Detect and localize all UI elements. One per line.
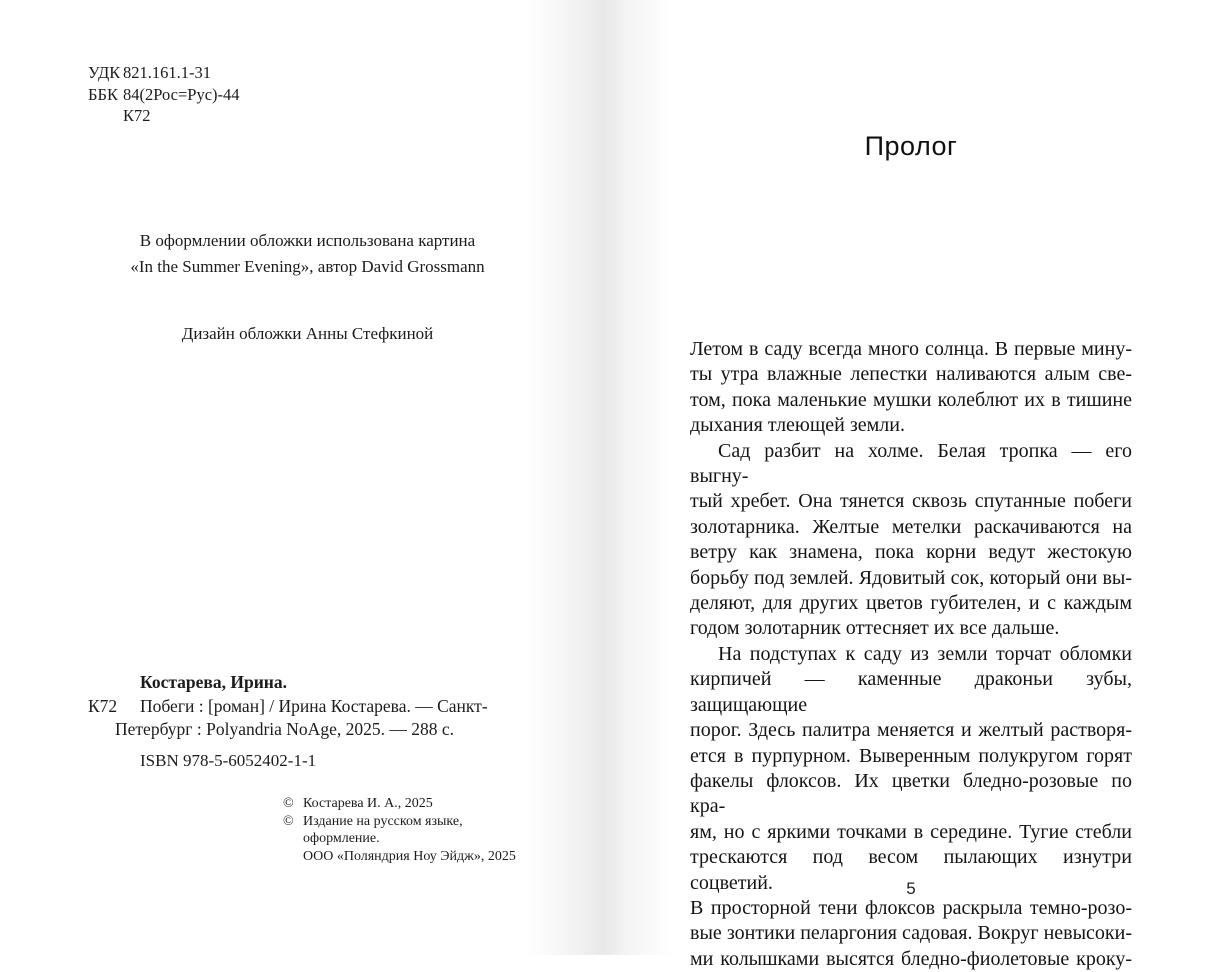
bib-title-line: Побеги : [роман] / Ирина Костарева. — Санкт- bbox=[140, 695, 488, 716]
body-line: На подступах к саду из земли торчат обломки bbox=[718, 642, 1132, 665]
bbk-value: 84(2Рос=Рус)-44 bbox=[123, 84, 240, 104]
body-line: том, пока маленькие мушки колеблют их в тишине bbox=[690, 388, 1132, 411]
body-line: годом золотарник оттесняет их все дальше. bbox=[690, 617, 1060, 640]
body-line: борьбу под землей. Ядовитый сок, который они вы- bbox=[690, 566, 1132, 589]
body-line: ты утра влажные лепестки наливаются алым све- bbox=[690, 363, 1132, 386]
body-line: ется в пурпурном. Выверенным полукругом горят bbox=[690, 744, 1132, 767]
copyright-entry-1 bbox=[283, 795, 516, 813]
prologue-body bbox=[690, 337, 1132, 972]
body-line: золотарника. Желтые метелки раскачиваются на bbox=[690, 515, 1132, 538]
udk-label: УДК bbox=[88, 63, 121, 82]
body-line: факелы флоксов. Их цветки бледно-розовые по кра- bbox=[690, 769, 1132, 818]
body-line: Сад разбит на холме. Белая тропка — его выгну- bbox=[690, 439, 1132, 488]
copyright-entry-2-line1: Издание на русском языке, bbox=[303, 813, 463, 829]
classification-codes bbox=[88, 62, 240, 127]
bib-code: К72 bbox=[88, 695, 118, 716]
bib-entry-line1 bbox=[88, 695, 548, 719]
isbn: ISBN 978-5-6052402-1-1 bbox=[140, 750, 317, 770]
copyright-symbol: © bbox=[283, 813, 294, 829]
body-line: ми колышками высятся бледно-фиолетовые кроку- bbox=[690, 947, 1132, 970]
body-line: дыхания тлеющей земли. bbox=[690, 414, 905, 437]
body-line: Летом в саду всегда много солнца. В первые мину- bbox=[690, 338, 1132, 360]
body-line: вые зонтики пеларгония садовая. Вокруг невысоки- bbox=[690, 922, 1132, 945]
udk-value: 821.161.1-31 bbox=[123, 63, 211, 82]
author-sign-line bbox=[88, 105, 240, 127]
body-line: тый хребет. Она тянется сквозь спутанные побеги bbox=[690, 490, 1132, 513]
body-line: ям, но с яркими точками в середине. Тугие стебли bbox=[690, 820, 1132, 843]
cover-art-credit-line1: В оформлении обложки использована картина bbox=[139, 231, 476, 250]
bbk-label: ББК bbox=[88, 84, 118, 104]
cover-art-credit bbox=[40, 228, 575, 280]
copyright-entry-2-line3: ООО «Поляндрия Ноу Эйдж», 2025 bbox=[303, 848, 516, 864]
copyright-block bbox=[283, 795, 516, 865]
page-number: 5 bbox=[906, 879, 916, 898]
cover-art-credit-line2: «In the Summer Evening», автор David Grossmann bbox=[130, 257, 485, 276]
chapter-title: Пролог bbox=[864, 131, 958, 161]
body-line: В просторной тени флоксов раскрыла темно-розо- bbox=[690, 896, 1132, 919]
copyright-entry-2-line2: оформление. bbox=[303, 831, 380, 846]
copyright-entry-2-text bbox=[303, 813, 516, 866]
body-line: порог. Здесь палитра меняется и желтый растворя- bbox=[690, 719, 1132, 742]
body-line: кирпичей — каменные драконьи зубы, защищающие bbox=[690, 668, 1132, 716]
body-line: трескаются под весом пылающих изнутри соцветий. bbox=[690, 846, 1132, 894]
cover-design-credit: Дизайн обложки Анны Стефкиной bbox=[181, 324, 434, 343]
bib-author: Костарева, Ирина. bbox=[140, 672, 287, 692]
bib-entry-line2: Петербург : Polyandria NoAge, 2025. — 288 с. bbox=[115, 719, 454, 739]
bibliographic-record bbox=[88, 671, 548, 772]
copyright-entry-1-text: Костарева И. А., 2025 bbox=[303, 796, 433, 811]
udk-line bbox=[88, 62, 240, 84]
copyright-symbol: © bbox=[283, 796, 294, 811]
copyright-entry-2 bbox=[283, 813, 516, 866]
bbk-line bbox=[88, 84, 240, 106]
body-line: деляют, для других цветов губителен, и с каждым bbox=[690, 592, 1132, 615]
page-gutter-shadow bbox=[525, 0, 675, 955]
author-sign-code: К72 bbox=[123, 106, 151, 125]
body-line: ветру как знамена, пока корни ведут жестокую bbox=[690, 541, 1132, 564]
